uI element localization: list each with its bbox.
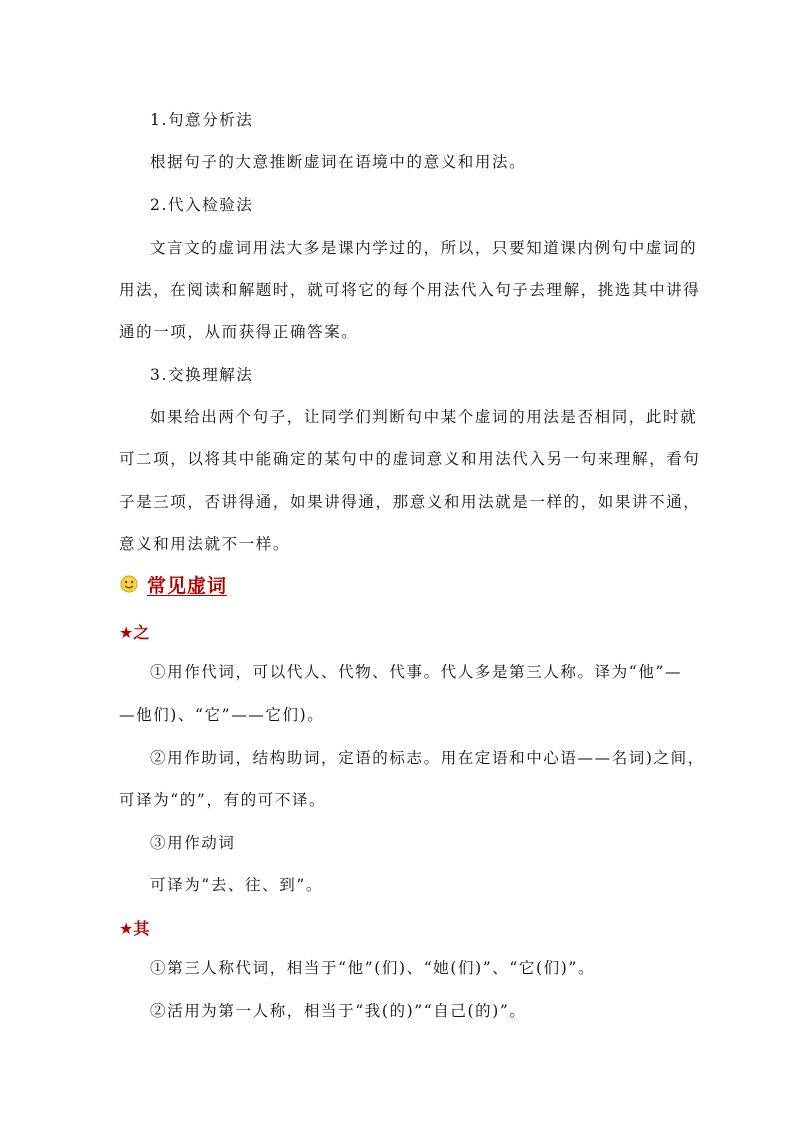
method-2-title: 2.代入检验法 [150,196,254,214]
qi-usage-2: ②活用为第一人称，相当于“我(的)”“自己(的)”。 [150,1002,527,1020]
section-title: 常见虚词 [147,574,228,597]
method-1-text: 根据句子的大意推断虚词在语境中的意义和用法。 [150,153,527,171]
zhi-heading: ★之 [119,623,150,642]
zhi-usage-2-line-1: ②用作助词，结构助词，定语的标志。用在定语和中心语——名词)之间， [150,749,705,767]
method-3-line-1: 如果给出两个句子，让同学们判断句中某个虚词的用法是否相同，此时就 [150,408,698,426]
qi-usage-1: ①第三人称代词，相当于“他”(们)、“她(们)”、“它(们)”。 [150,959,596,977]
zhi-usage-2-line-2: 可译为“的”，有的可不译。 [119,791,327,809]
qi-heading: ★其 [119,919,150,938]
method-3-title: 3.交换理解法 [150,366,254,384]
zhi-usage-3-line-2: 可译为“去、往、到”。 [150,876,323,894]
method-2-line-1: 文言文的虚词用法大多是课内学过的，所以，只要知道课内例句中虚词的 [150,239,698,257]
zhi-usage-1-line-1: ①用作代词，可以代人、代物、代事。代人多是第三人称。译为“他”— [150,663,683,681]
smiley-face-icon [119,574,139,594]
method-3-line-4: 意义和用法就不一样。 [119,535,291,553]
method-3-line-3: 子是三项，否讲得通，如果讲得通，那意义和用法就是一样的，如果讲不通， [119,493,701,511]
zhi-usage-1-line-2: —他们)、“它”——它们)。 [119,706,325,724]
method-2-line-2: 用法，在阅读和解题时，就可将它的每个用法代入句子去理解，挑选其中讲得 [119,281,701,299]
method-2-line-3: 通的一项，从而获得正确答案。 [119,323,359,341]
zhi-usage-3-line-1: ③用作动词 [150,834,236,852]
method-1-title: 1.句意分析法 [150,111,254,129]
method-3-line-2: 可二项，以将其中能确定的某句中的虚词意义和用法代入另一句来理解，看句 [119,450,701,468]
section-heading [119,570,227,598]
